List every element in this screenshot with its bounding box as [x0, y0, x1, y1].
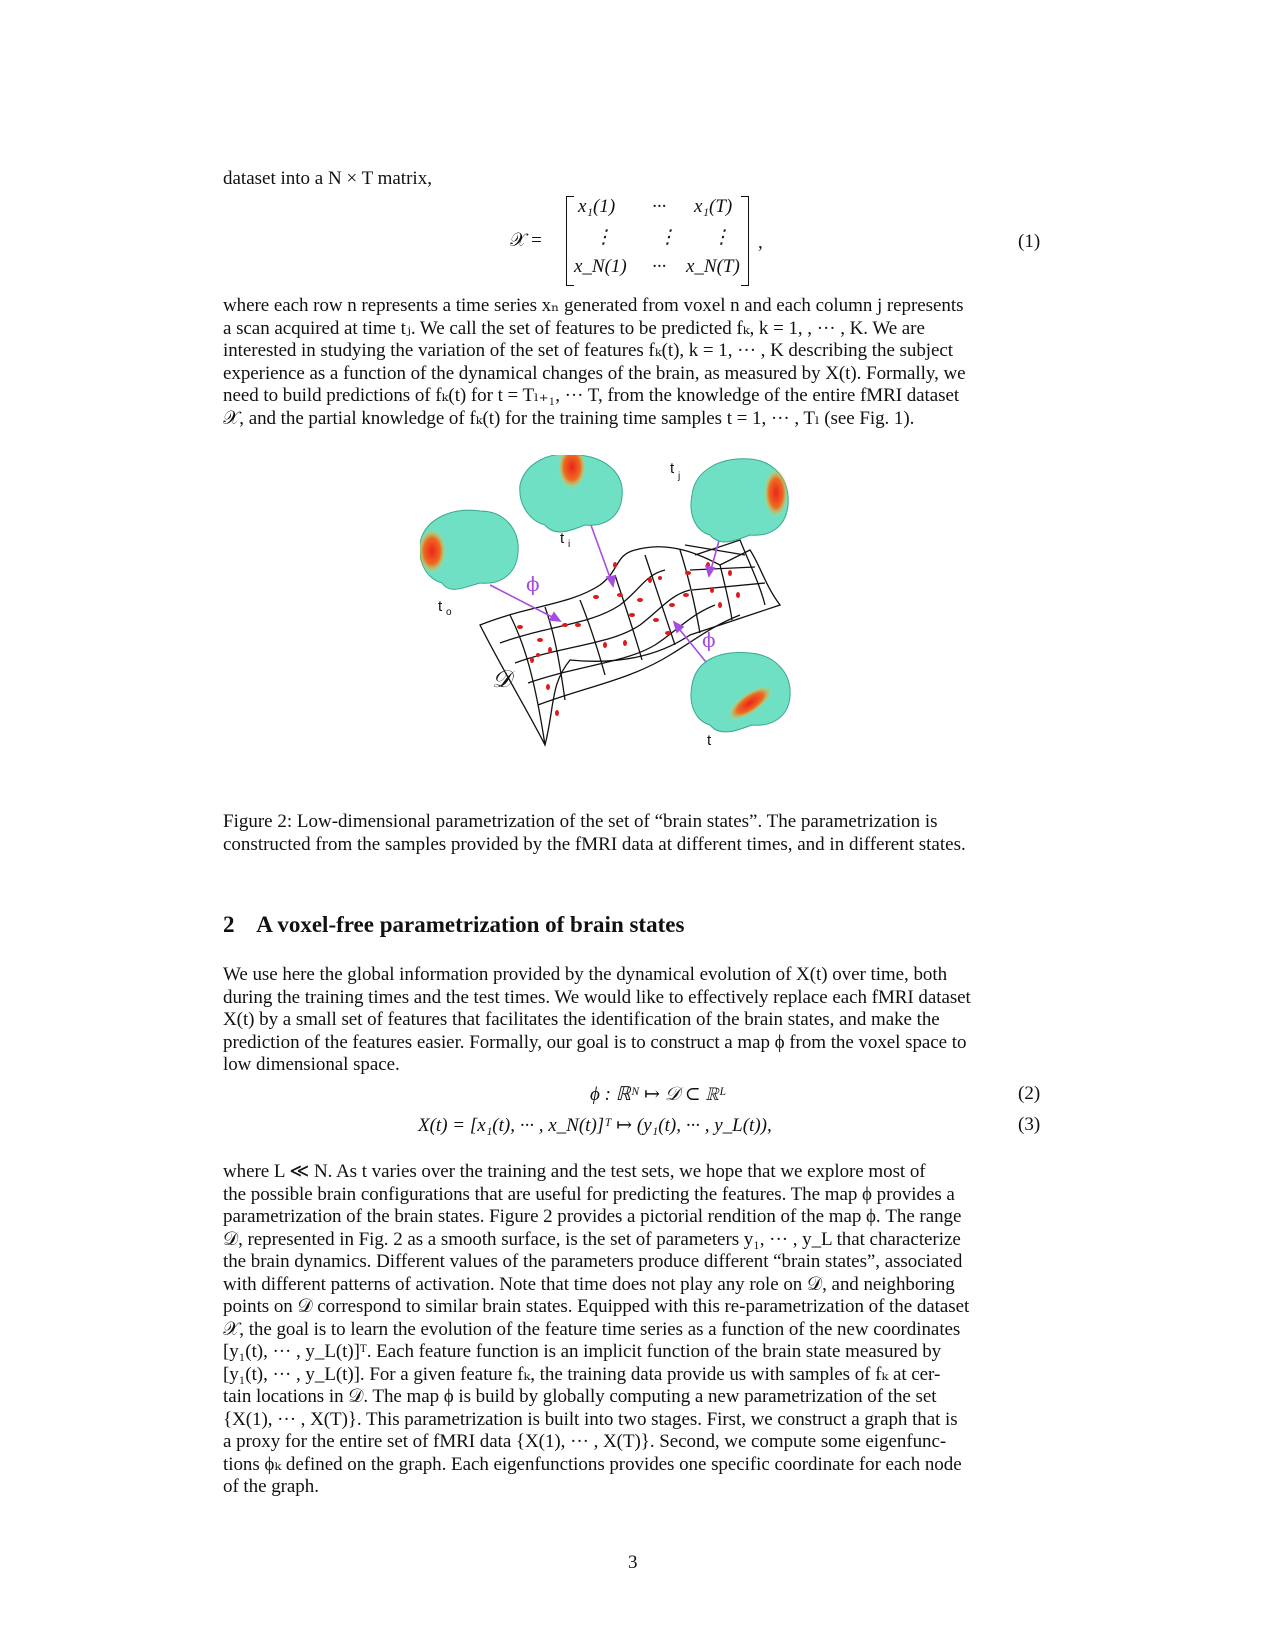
label-phi-left: ϕ	[526, 572, 540, 596]
brain-t	[691, 652, 790, 731]
paragraph-1	[223, 295, 1043, 430]
arrow-head	[550, 613, 560, 621]
matrix-cell: x₁(T)	[694, 196, 733, 217]
eq1-lhs: 𝒳 =	[510, 230, 542, 251]
para3-line: {X(1), ··· , X(T)}. This parametrization is built into two stages. First, we construct a graph that is	[223, 1408, 958, 1430]
grid-line	[580, 600, 605, 675]
sample-dot	[623, 640, 627, 646]
sample-dot	[728, 570, 732, 576]
eq1-number: (1)	[1018, 231, 1041, 252]
sample-dot	[562, 623, 568, 627]
sample-dot	[653, 618, 659, 622]
sample-dot	[575, 623, 581, 627]
sample-dot	[658, 576, 662, 580]
grid-line	[515, 590, 690, 663]
para2-line: low dimensional space.	[223, 1054, 400, 1075]
brain-t0	[420, 510, 518, 589]
para3-line: the brain dynamics. Different values of the parameters produce different “brain states”, associated	[223, 1251, 963, 1272]
arrow-head	[706, 566, 714, 576]
label-ti: t	[560, 530, 565, 547]
para3-line: 𝒳, the goal is to learn the evolution of the feature time series as a function of the new coordinates	[223, 1318, 961, 1340]
matrix-left-bracket	[566, 196, 574, 286]
sample-dot	[718, 602, 722, 608]
section-number: 2	[223, 912, 235, 937]
para2-line: during the training times and the test times. We would like to effectively replace each fMRI dataset	[223, 986, 971, 1008]
label-phi-right: ϕ	[702, 628, 716, 652]
sample-dot	[637, 598, 643, 602]
para3-line: where L ≪ N. As t varies over the training and the test sets, we hope that we explore most of	[223, 1161, 926, 1182]
caption-line: Figure 2: Low-dimensional parametrization of the set of “brain states”. The parametrization is	[223, 811, 938, 832]
sample-dot	[617, 593, 623, 597]
para3-line: with different patterns of activation. Note that time does not play any role on 𝒟, and neighboring	[223, 1273, 955, 1295]
page-number: 3	[628, 1552, 638, 1573]
label-tj-sub: j	[678, 471, 681, 482]
label-t: t	[707, 732, 712, 749]
para1-line: interested in studying the variation of the set of features fₖ(t), k = 1, ··· , K describing the subject	[223, 340, 954, 361]
label-ti-sub: i	[568, 539, 571, 550]
sample-dot	[736, 592, 740, 598]
sample-dot	[546, 684, 550, 690]
matrix-cell: ···	[652, 196, 667, 217]
para1-line: a scan acquired at time tⱼ. We call the set of features to be predicted fₖ, k = 1, , ··· , K. We are	[223, 317, 925, 339]
activation-blob	[764, 469, 788, 517]
para3-line: of the graph.	[223, 1476, 319, 1497]
section-title-text: A voxel-free parametrization of brain states	[256, 912, 685, 937]
sample-dot	[665, 631, 671, 635]
matrix-cell: x_N(T)	[686, 256, 740, 277]
arrow-line	[490, 585, 558, 620]
sample-dot	[683, 593, 689, 597]
grid-line	[692, 583, 765, 590]
paragraph-2	[223, 964, 1043, 1077]
label-D: 𝒟	[492, 665, 512, 693]
paragraph-3	[223, 1161, 1043, 1499]
label-tj: t	[670, 460, 675, 477]
para2-line: X(t) by a small set of features that facilitates the identification of the brain states, and make the	[223, 1009, 940, 1030]
para3-line: points on 𝒟 correspond to similar brain states. Equipped with this re-parametrization of the dataset	[223, 1296, 970, 1317]
figure-brain-states	[420, 455, 850, 785]
brain-shape	[691, 652, 790, 731]
matrix-cell: ···	[652, 256, 667, 277]
intro-text: dataset into a N × T matrix,	[223, 168, 432, 189]
eq2-number: (2)	[1018, 1083, 1041, 1104]
sample-dot	[648, 577, 652, 583]
matrix-cell: x_N(1)	[574, 256, 627, 277]
sample-dot	[548, 647, 552, 653]
sample-dot	[685, 571, 691, 575]
label-t0-sub: o	[446, 607, 452, 618]
sample-dot	[537, 638, 543, 642]
caption-line: constructed from the samples provided by the fMRI data at different times, and in different states.	[223, 833, 966, 855]
intro-line	[223, 168, 1043, 191]
eq1-matrix	[566, 196, 749, 286]
para3-line: [y₁(t), ··· , y_L(t)]ᵀ. Each feature function is an implicit function of the brain state measured by	[223, 1341, 942, 1362]
matrix-cell: ⋮	[594, 227, 613, 248]
grid-line	[690, 567, 755, 570]
sample-dot	[593, 595, 599, 599]
arrow-head	[607, 576, 615, 586]
matrix-cell: ⋮	[712, 227, 731, 248]
para1-line: where each row n represents a time series xₙ generated from voxel n and each column j represents	[223, 295, 964, 316]
sample-dot	[536, 653, 540, 657]
para3-line: parametrization of the brain states. Figure 2 provides a pictorial rendition of the map ϕ. The range	[223, 1206, 962, 1227]
eq3: X(t) = [x₁(t), ··· , x_N(t)]ᵀ ↦ (y₁(t), ··· , y_L(t)),	[418, 1115, 772, 1136]
sample-dot	[613, 562, 617, 568]
para1-line: need to build predictions of fₖ(t) for t = Tₗ₊₁, ··· T, from the knowledge of the entire fMRI dataset	[223, 385, 960, 406]
eq3-number: (3)	[1018, 1114, 1041, 1135]
sample-dot	[629, 613, 635, 617]
sample-dot	[603, 642, 607, 648]
para2-line: prediction of the features easier. Formally, our goal is to construct a map ϕ from the voxel space to	[223, 1031, 967, 1053]
section-heading	[223, 912, 684, 938]
grid-line	[680, 550, 700, 633]
para3-line: tain locations in 𝒟. The map ϕ is build by globally computing a new parametrization of the set	[223, 1386, 937, 1407]
sample-dot	[710, 587, 714, 593]
sample-dot	[669, 603, 675, 607]
brain-tj	[691, 459, 788, 542]
para3-line: 𝒟, represented in Fig. 2 as a smooth surface, is the set of parameters y₁, ··· , y_L that characterize	[223, 1228, 961, 1250]
para3-line: the possible brain configurations that are useful for predicting the features. The map ϕ provides a	[223, 1183, 955, 1205]
eq2: ϕ : ℝᴺ ↦ 𝒟 ⊂ ℝᴸ	[590, 1084, 727, 1105]
sample-dot	[555, 710, 559, 716]
figure-caption	[223, 811, 1043, 856]
label-t0: t	[438, 598, 443, 615]
sample-dot	[517, 625, 523, 629]
eq1-trail: ,	[758, 232, 763, 253]
para3-line: tions ϕₖ defined on the graph. Each eigenfunctions provides one specific coordinate for each node	[223, 1453, 962, 1475]
para1-line: 𝒳, and the partial knowledge of fₖ(t) for the training time samples t = 1, ··· , Tₗ (see Fig. 1).	[223, 407, 915, 429]
matrix-cell: x₁(1)	[578, 196, 616, 217]
arrow-line	[588, 517, 612, 583]
para1-line: experience as a function of the dynamical changes of the brain, as measured by X(t). Formally, we	[223, 362, 966, 384]
para3-line: [y₁(t), ··· , y_L(t)]. For a given feature fₖ, the training data provide us with samples of fₖ at cer-	[223, 1363, 941, 1385]
matrix-right-bracket	[741, 196, 749, 286]
brain-ti	[520, 455, 623, 532]
para3-line: a proxy for the entire set of fMRI data {X(1), ··· , X(T)}. Second, we compute some eigenfunc-	[223, 1431, 947, 1452]
para2-line: We use here the global information provided by the dynamical evolution of X(t) over time, both	[223, 964, 948, 985]
sample-dot	[530, 657, 534, 663]
matrix-cell: ⋮	[658, 227, 677, 248]
